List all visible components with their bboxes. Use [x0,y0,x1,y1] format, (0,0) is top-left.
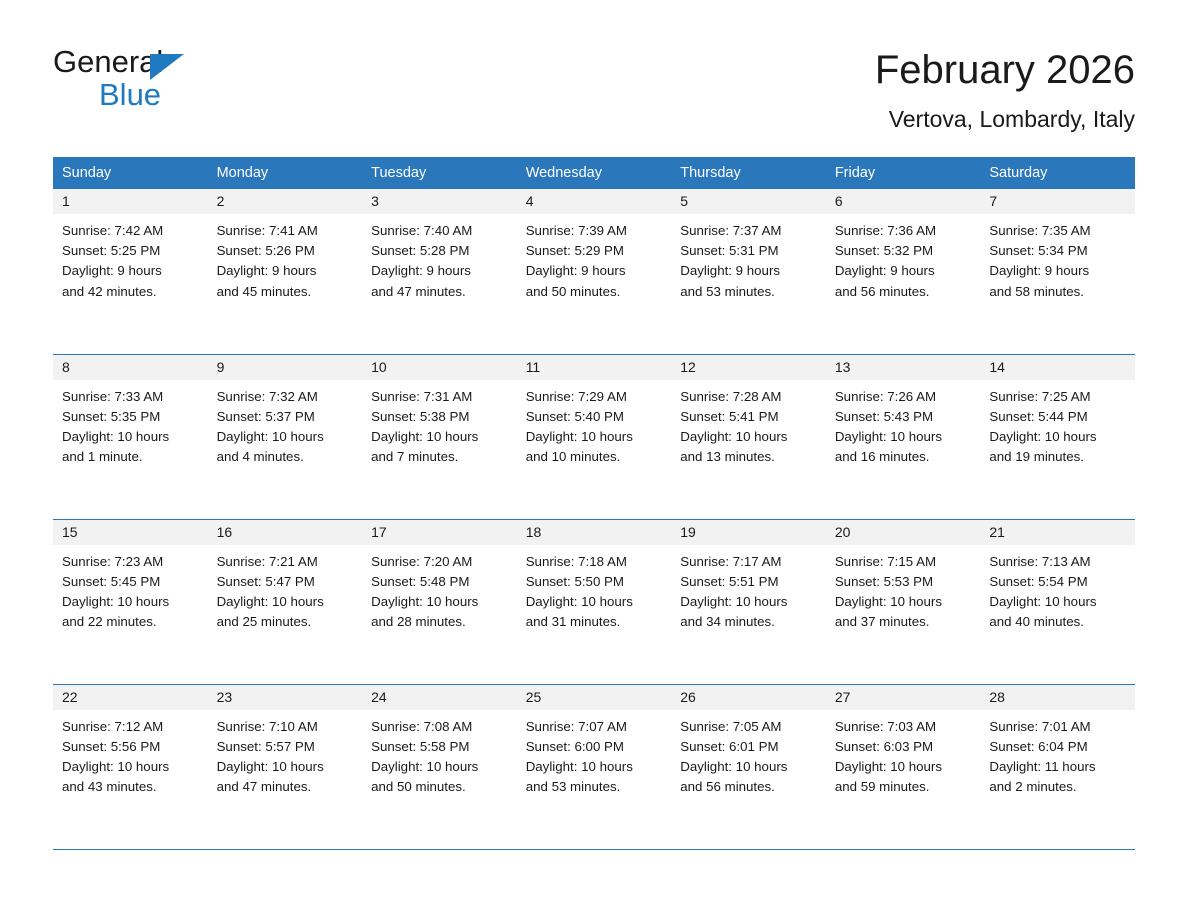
sunrise-text: Sunrise: 7:10 AM [216,718,318,734]
daylight-text: Daylight: 9 hours [62,263,162,279]
daylight-text: and 25 minutes. [216,614,312,630]
daylight-text: Daylight: 10 hours [834,428,942,444]
day-details [362,380,517,468]
sunset-text: Sunset: 5:35 PM [62,408,161,424]
calendar-day-cell[interactable] [362,354,517,519]
sunrise-text: Sunrise: 7:26 AM [834,388,937,404]
day-details [826,214,981,302]
calendar-day-cell[interactable] [517,354,672,519]
daylight-text: Daylight: 11 hours [989,758,1096,774]
day-number: 18 [517,520,672,545]
day-number: 2 [208,189,363,214]
sunset-text: Sunset: 5:54 PM [989,573,1088,589]
day-details [826,710,981,798]
day-number: 9 [208,355,363,380]
sunrise-text: Sunrise: 7:03 AM [834,718,937,734]
calendar-day-cell[interactable] [980,354,1135,519]
day-number: 7 [980,189,1135,214]
calendar-day-cell[interactable] [362,519,517,684]
day-details [208,380,363,468]
day-number: 14 [980,355,1135,380]
daylight-text: Daylight: 10 hours [989,593,1097,609]
calendar-week-row [53,684,1135,849]
daylight-text: and 43 minutes. [62,779,157,795]
day-number: 10 [362,355,517,380]
calendar-day-cell[interactable] [53,354,208,519]
sunrise-text: Sunrise: 7:08 AM [371,718,473,734]
daylight-text: Daylight: 9 hours [834,263,935,279]
sunset-text: Sunset: 5:41 PM [680,408,779,424]
sunset-text: Sunset: 5:38 PM [371,408,470,424]
calendar-day-cell[interactable] [53,519,208,684]
daylight-text: Daylight: 10 hours [525,758,633,774]
daylight-text: Daylight: 9 hours [216,263,317,279]
calendar-day-cell[interactable] [671,519,826,684]
day-details [671,545,826,633]
sunrise-text: Sunrise: 7:07 AM [525,718,627,734]
daylight-text: Daylight: 10 hours [216,593,324,609]
calendar-week-row [53,519,1135,684]
sunrise-text: Sunrise: 7:21 AM [216,553,318,569]
calendar-day-cell[interactable] [53,684,208,849]
calendar-day-cell[interactable] [517,189,672,354]
daylight-text: Daylight: 9 hours [371,263,471,279]
daylight-text: Daylight: 10 hours [371,758,479,774]
daylight-text: and 19 minutes. [989,449,1084,465]
sunset-text: Sunset: 6:04 PM [989,738,1088,754]
day-details [980,214,1135,302]
day-details [517,380,672,468]
day-details [53,214,208,302]
daylight-text: Daylight: 10 hours [371,428,479,444]
daylight-text: and 59 minutes. [834,779,930,795]
day-details [208,545,363,633]
day-number: 13 [826,355,981,380]
day-details [980,545,1135,633]
sunrise-text: Sunrise: 7:18 AM [525,553,627,569]
daylight-text: and 47 minutes. [216,779,312,795]
day-number: 25 [517,685,672,710]
day-number: 28 [980,685,1135,710]
daylight-text: and 37 minutes. [834,614,930,630]
sunset-text: Sunset: 5:44 PM [989,408,1088,424]
day-number: 1 [53,189,208,214]
calendar-week-row [53,189,1135,354]
daylight-text: Daylight: 10 hours [216,428,324,444]
weekday-header-tuesday: Tuesday [362,157,517,189]
day-details [517,214,672,302]
daylight-text: and 31 minutes. [525,614,621,630]
daylight-text: and 13 minutes. [680,449,775,465]
daylight-text: and 45 minutes. [216,283,312,299]
sunset-text: Sunset: 6:03 PM [834,738,934,754]
sunset-text: Sunset: 5:58 PM [371,738,470,754]
day-number: 11 [517,355,672,380]
sunset-text: Sunset: 5:28 PM [371,243,470,259]
daylight-text: Daylight: 9 hours [525,263,626,279]
daylight-text: Daylight: 10 hours [62,758,170,774]
sunset-text: Sunset: 5:34 PM [989,243,1088,259]
daylight-text: and 10 minutes. [525,449,621,465]
page-header [53,0,1135,133]
daylight-text: and 22 minutes. [62,614,157,630]
day-number: 8 [53,355,208,380]
weekday-header-saturday: Saturday [980,157,1135,189]
sunset-text: Sunset: 5:26 PM [216,243,315,259]
daylight-text: and 53 minutes. [680,283,775,299]
daylight-text: Daylight: 10 hours [680,593,788,609]
sunrise-text: Sunrise: 7:41 AM [216,223,318,238]
sunset-text: Sunset: 5:31 PM [680,243,779,259]
location-subtitle: Vertova, Lombardy, Italy [888,106,1135,132]
weekday-header-row [53,157,1135,189]
day-details [53,710,208,798]
day-number: 21 [980,520,1135,545]
triangle-icon [150,54,184,80]
weekday-header-monday: Monday [208,157,363,189]
day-number: 15 [53,520,208,545]
sunset-text: Sunset: 5:50 PM [525,573,624,589]
sunrise-text: Sunrise: 7:42 AM [62,223,164,238]
day-number: 22 [53,685,208,710]
day-details [671,214,826,302]
sunset-text: Sunset: 5:25 PM [62,243,161,259]
day-number: 27 [826,685,981,710]
calendar-day-cell[interactable] [671,354,826,519]
sunset-text: Sunset: 5:45 PM [62,573,161,589]
sunrise-text: Sunrise: 7:33 AM [62,388,164,404]
daylight-text: and 58 minutes. [989,283,1084,299]
calendar-day-cell[interactable] [362,684,517,849]
day-details [517,710,672,798]
sunset-text: Sunset: 5:43 PM [834,408,934,424]
page-title: February 2026 [874,48,1135,92]
sunset-text: Sunset: 5:40 PM [525,408,624,424]
sunrise-text: Sunrise: 7:17 AM [680,553,782,569]
sunset-text: Sunset: 5:48 PM [371,573,470,589]
day-number: 6 [826,189,981,214]
sunset-text: Sunset: 6:00 PM [525,738,624,754]
day-details [53,545,208,633]
weekday-header-friday: Friday [826,157,981,189]
day-number: 16 [208,520,363,545]
brand-name-blue: Blue [99,77,162,112]
calendar-day-cell[interactable] [980,189,1135,354]
sunrise-text: Sunrise: 7:05 AM [680,718,782,734]
daylight-text: Daylight: 10 hours [525,428,633,444]
sunset-text: Sunset: 5:32 PM [834,243,934,259]
sunset-text: Sunset: 5:53 PM [834,573,934,589]
day-details [362,545,517,633]
sunrise-text: Sunrise: 7:12 AM [62,718,164,734]
calendar-day-cell[interactable] [517,684,672,849]
daylight-text: and 47 minutes. [371,283,466,299]
calendar-day-cell[interactable] [826,684,981,849]
daylight-text: Daylight: 10 hours [680,428,788,444]
sunset-text: Sunset: 5:57 PM [216,738,315,754]
day-details [826,545,981,633]
sunrise-text: Sunrise: 7:37 AM [680,223,782,238]
day-number: 12 [671,355,826,380]
day-number: 26 [671,685,826,710]
sunrise-text: Sunrise: 7:01 AM [989,718,1091,734]
day-number: 19 [671,520,826,545]
title-block [875,46,1135,133]
calendar-day-cell[interactable] [53,189,208,354]
day-details [671,380,826,468]
daylight-text: Daylight: 10 hours [62,428,170,444]
calendar-day-cell[interactable] [826,519,981,684]
calendar-day-cell[interactable] [362,189,517,354]
daylight-text: Daylight: 10 hours [834,758,942,774]
day-details [826,380,981,468]
day-number: 5 [671,189,826,214]
daylight-text: Daylight: 10 hours [989,428,1097,444]
sunrise-text: Sunrise: 7:13 AM [989,553,1091,569]
daylight-text: Daylight: 9 hours [680,263,781,279]
weekday-header-sunday: Sunday [53,157,208,189]
sunrise-text: Sunrise: 7:23 AM [62,553,164,569]
sunrise-text: Sunrise: 7:40 AM [371,223,473,238]
day-number: 3 [362,189,517,214]
calendar-day-cell[interactable] [671,684,826,849]
daylight-text: and 2 minutes. [989,779,1077,795]
weekday-header-thursday: Thursday [671,157,826,189]
calendar-day-cell[interactable] [826,354,981,519]
daylight-text: and 56 minutes. [680,779,775,795]
calendar-day-cell[interactable] [517,519,672,684]
day-details [980,380,1135,468]
calendar-day-cell[interactable] [208,354,363,519]
day-details [208,214,363,302]
day-details [362,214,517,302]
sunrise-text: Sunrise: 7:39 AM [525,223,627,238]
calendar-day-cell[interactable] [980,684,1135,849]
calendar-day-cell[interactable] [208,519,363,684]
day-details [517,545,672,633]
daylight-text: Daylight: 10 hours [834,593,942,609]
sunset-text: Sunset: 5:51 PM [680,573,779,589]
sunrise-text: Sunrise: 7:29 AM [525,388,627,404]
daylight-text: Daylight: 10 hours [62,593,170,609]
daylight-text: and 1 minute. [62,449,143,465]
calendar-day-cell[interactable] [826,189,981,354]
day-details [671,710,826,798]
calendar-week-row [53,354,1135,519]
day-number: 24 [362,685,517,710]
daylight-text: Daylight: 10 hours [525,593,633,609]
daylight-text: and 53 minutes. [525,779,621,795]
sunrise-text: Sunrise: 7:36 AM [834,223,937,238]
day-details [53,380,208,468]
daylight-text: and 50 minutes. [371,779,466,795]
daylight-text: and 28 minutes. [371,614,466,630]
sunset-text: Sunset: 5:47 PM [216,573,315,589]
day-number: 23 [208,685,363,710]
calendar-day-cell[interactable] [208,684,363,849]
day-number: 20 [826,520,981,545]
daylight-text: and 40 minutes. [989,614,1084,630]
sunrise-text: Sunrise: 7:25 AM [989,388,1091,404]
sunset-text: Sunset: 5:37 PM [216,408,315,424]
calendar-day-cell[interactable] [671,189,826,354]
sunrise-text: Sunrise: 7:20 AM [371,553,473,569]
daylight-text: and 50 minutes. [525,283,621,299]
daylight-text: and 34 minutes. [680,614,775,630]
day-number: 17 [362,520,517,545]
daylight-text: and 16 minutes. [834,449,930,465]
daylight-text: and 4 minutes. [216,449,304,465]
sunset-text: Sunset: 5:29 PM [525,243,624,259]
daylight-text: and 56 minutes. [834,283,930,299]
calendar-day-cell[interactable] [980,519,1135,684]
daylight-text: and 42 minutes. [62,283,157,299]
daylight-text: Daylight: 10 hours [216,758,324,774]
brand-name-general: General [53,44,164,79]
brand-logo [53,46,203,110]
sunset-text: Sunset: 6:01 PM [680,738,779,754]
sunrise-text: Sunrise: 7:32 AM [216,388,318,404]
daylight-text: Daylight: 10 hours [680,758,788,774]
sunset-text: Sunset: 5:56 PM [62,738,161,754]
day-details [208,710,363,798]
sunrise-text: Sunrise: 7:15 AM [834,553,937,569]
sunrise-text: Sunrise: 7:28 AM [680,388,782,404]
day-details [980,710,1135,798]
weekday-header-wednesday: Wednesday [517,157,672,189]
daylight-text: and 7 minutes. [371,449,459,465]
daylight-text: Daylight: 9 hours [989,263,1090,279]
day-details [362,710,517,798]
daylight-text: Daylight: 10 hours [371,593,479,609]
sunrise-text: Sunrise: 7:35 AM [989,223,1091,238]
day-number: 4 [517,189,672,214]
sunrise-text: Sunrise: 7:31 AM [371,388,473,404]
calendar-table [53,157,1135,850]
calendar-day-cell[interactable] [208,189,363,354]
